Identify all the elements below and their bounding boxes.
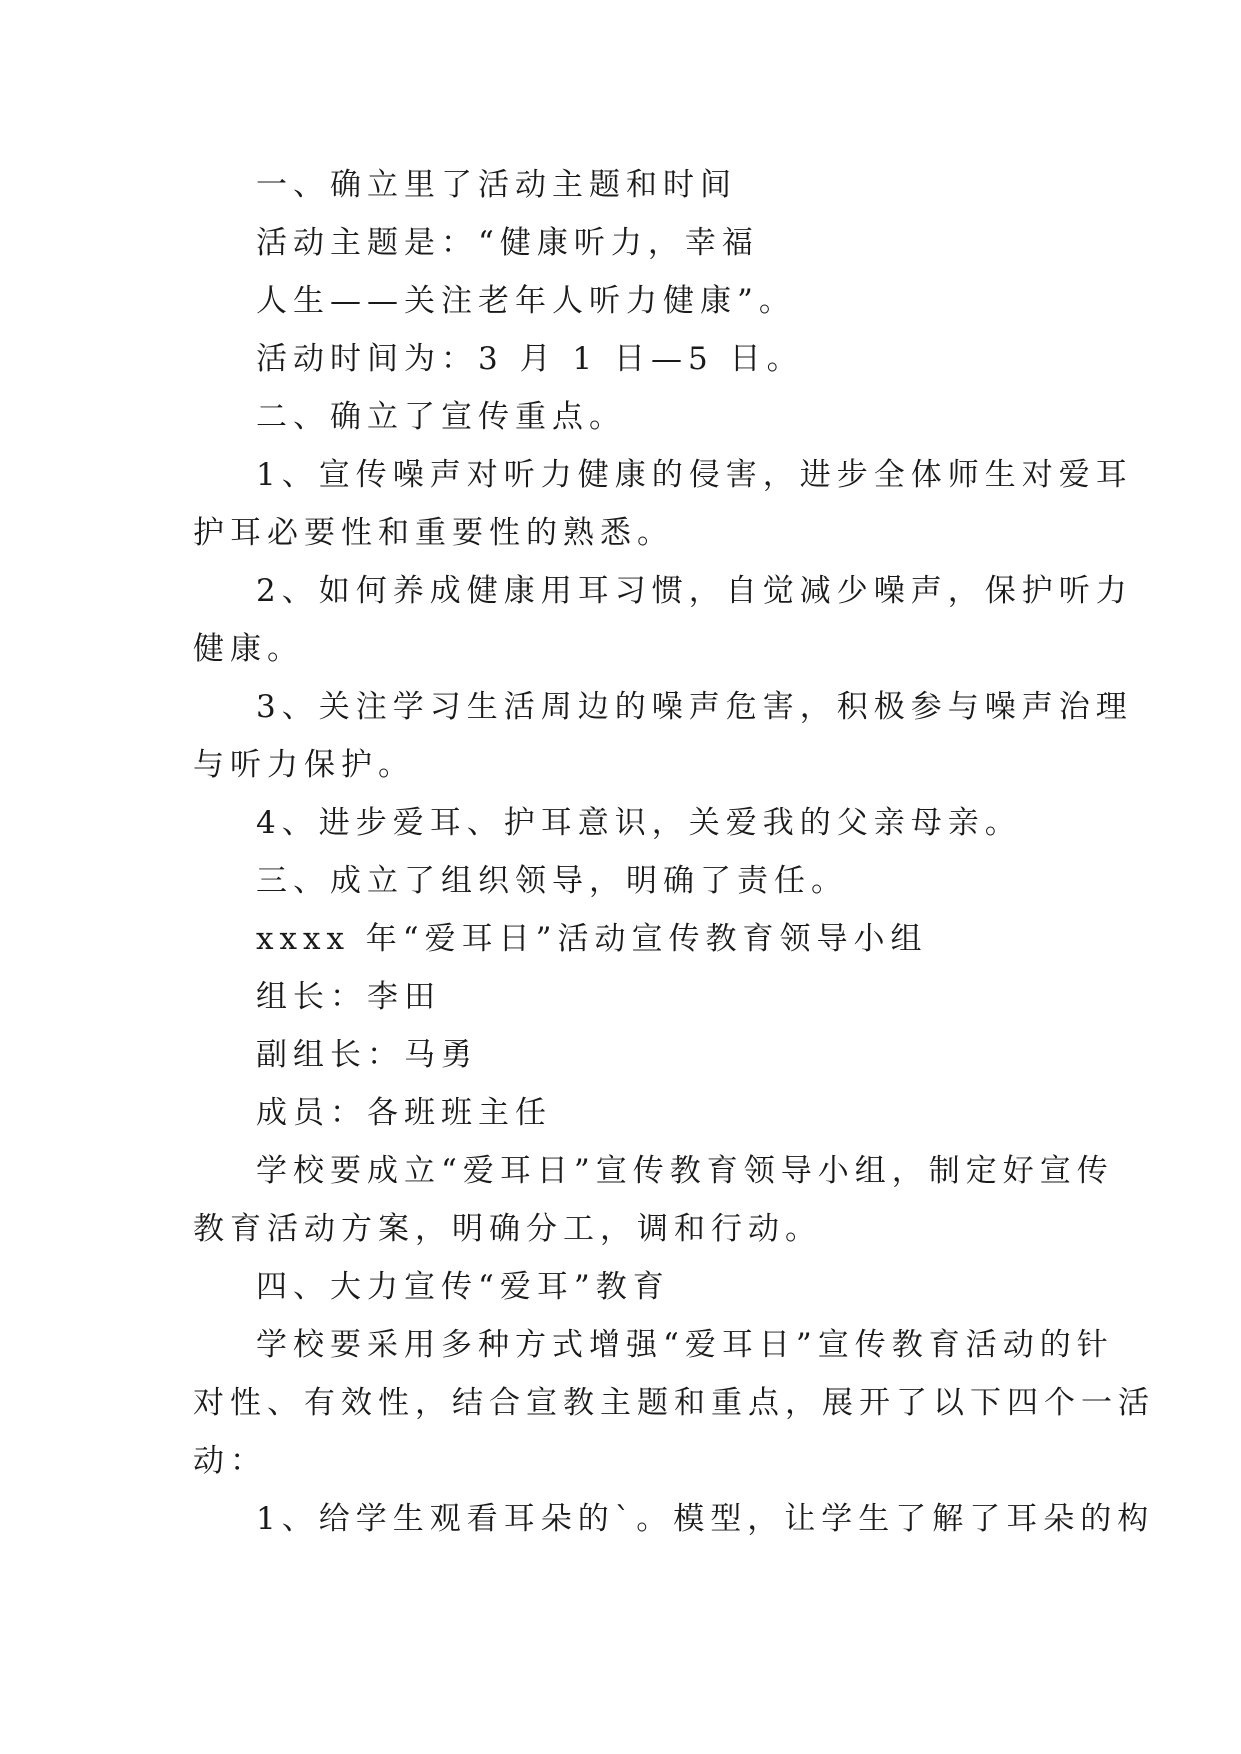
list-item-continuation: 与听力保护。	[193, 747, 415, 783]
list-item-line: 2、如何养成健康用耳习惯，自觉减少噪声，保护听力	[256, 573, 1133, 609]
section-heading-3: 三、成立了组织领导，明确了责任。	[256, 863, 848, 899]
list-item-line: 3、关注学习生活周边的噪声危害，积极参与噪声治理	[256, 689, 1133, 725]
paragraph-line: 副组长：马勇	[256, 1037, 478, 1073]
list-item-line: 1、给学生观看耳朵的`。模型，让学生了解了耳朵的构	[256, 1501, 1155, 1537]
section-heading-4: 四、大力宣传“爱耳”教育	[256, 1269, 670, 1305]
paragraph-line: 成员：各班班主任	[256, 1095, 552, 1131]
paragraph-line: 活动主题是：“健康听力，幸福	[256, 225, 759, 261]
paragraph-line: 人生——关注老年人听力健康”。	[256, 283, 796, 319]
paragraph-line: 组长：李田	[256, 979, 441, 1015]
list-item-line: 1、宣传噪声对听力健康的侵害，进步全体师生对爱耳	[256, 457, 1133, 493]
paragraph-continuation: 教育活动方案，明确分工，调和行动。	[193, 1211, 822, 1247]
list-item-continuation: 健康。	[193, 631, 304, 667]
paragraph-continuation: 动：	[193, 1443, 267, 1479]
paragraph-line: 活动时间为：3 月 1 日—5 日。	[256, 341, 804, 377]
paragraph-line: xxxx 年“爱耳日”活动宣传教育领导小组	[256, 921, 928, 957]
section-heading-1: 一、确立里了活动主题和时间	[256, 167, 737, 203]
paragraph-line: 学校要成立“爱耳日”宣传教育领导小组，制定好宣传	[256, 1153, 1114, 1189]
paragraph-line: 学校要采用多种方式增强“爱耳日”宣传教育活动的针	[256, 1327, 1114, 1363]
section-heading-2: 二、确立了宣传重点。	[256, 399, 626, 435]
list-item-continuation: 护耳必要性和重要性的熟悉。	[193, 515, 674, 551]
list-item-line: 4、进步爱耳、护耳意识，关爱我的父亲母亲。	[256, 805, 1022, 841]
paragraph-continuation: 对性、有效性，结合宣教主题和重点，展开了以下四个一活	[193, 1385, 1155, 1421]
